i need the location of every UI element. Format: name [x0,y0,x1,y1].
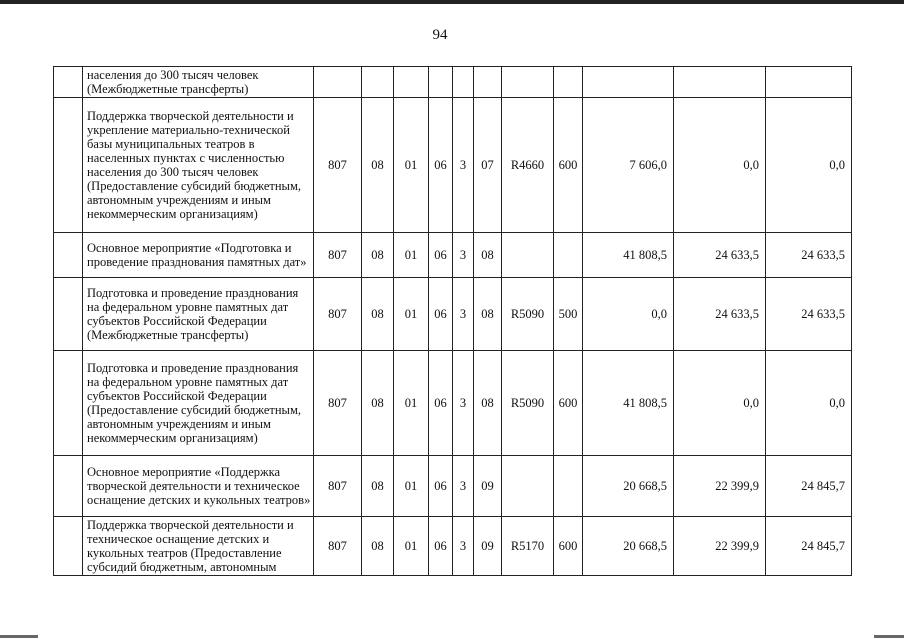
description-cell: населения до 300 тысяч человек (Межбюджетные трансферты) [83,67,314,98]
amount-year3-cell: 0,0 [766,98,852,233]
amount-year3-cell: 24 845,7 [766,456,852,517]
program-cell: 06 [429,98,453,233]
amount-year3-cell: 24 633,5 [766,278,852,351]
row-index-cell [54,351,83,456]
row-index-cell [54,67,83,98]
program-cell: 06 [429,517,453,576]
admin-code-cell [314,67,362,98]
admin-code-cell: 807 [314,456,362,517]
measure-cell: 08 [474,351,502,456]
subsection-cell: 01 [394,278,429,351]
amount-year3-cell: 24 845,7 [766,517,852,576]
amount-year3-cell: 24 633,5 [766,233,852,278]
subsection-cell: 01 [394,456,429,517]
row-index-cell [54,98,83,233]
admin-code-cell: 807 [314,278,362,351]
subsection-cell [394,67,429,98]
table-row [54,233,852,278]
subsection-cell: 01 [394,233,429,278]
program-cell [429,67,453,98]
bottom-scan-mark-right [874,635,904,638]
amount-year2-cell: 0,0 [674,351,766,456]
description-cell: Подготовка и проведение празднования на федеральном уровне памятных дат субъектов Российской Федерации (Межбюджетные трансферты) [83,278,314,351]
amount-year1-cell [583,67,674,98]
amount-year1-cell: 41 808,5 [583,351,674,456]
section-cell: 08 [362,517,394,576]
section-cell: 08 [362,278,394,351]
page-number: 94 [432,27,448,43]
subprogram-cell: 3 [453,98,474,233]
table-row [54,98,852,233]
direction-code-cell [502,233,554,278]
subprogram-cell: 3 [453,278,474,351]
expense-type-cell [554,67,583,98]
expense-type-cell: 500 [554,278,583,351]
subprogram-cell: 3 [453,351,474,456]
amount-year2-cell: 22 399,9 [674,517,766,576]
amount-year1-cell: 7 606,0 [583,98,674,233]
direction-code-cell [502,456,554,517]
expense-type-cell [554,233,583,278]
amount-year1-cell: 41 808,5 [583,233,674,278]
expense-type-cell: 600 [554,98,583,233]
measure-cell: 07 [474,98,502,233]
table-row [54,67,852,98]
admin-code-cell: 807 [314,233,362,278]
direction-code-cell [502,67,554,98]
section-cell: 08 [362,456,394,517]
description-cell: Основное мероприятие «Поддержка творческой деятельности и техническое оснащение детских и кукольных театров» [83,456,314,517]
amount-year3-cell [766,67,852,98]
amount-year2-cell: 0,0 [674,98,766,233]
table-row [54,456,852,517]
amount-year2-cell: 24 633,5 [674,278,766,351]
admin-code-cell: 807 [314,351,362,456]
amount-year1-cell: 20 668,5 [583,456,674,517]
budget-table [53,66,852,576]
amount-year1-cell: 0,0 [583,278,674,351]
bottom-scan-mark-left [0,635,38,638]
program-cell: 06 [429,233,453,278]
section-cell: 08 [362,351,394,456]
subsection-cell: 01 [394,98,429,233]
subsection-cell: 01 [394,351,429,456]
program-cell: 06 [429,351,453,456]
row-index-cell [54,517,83,576]
section-cell: 08 [362,98,394,233]
row-index-cell [54,456,83,517]
measure-cell [474,67,502,98]
table-row [54,517,852,576]
direction-code-cell: R5170 [502,517,554,576]
expense-type-cell: 600 [554,351,583,456]
admin-code-cell: 807 [314,517,362,576]
amount-year2-cell: 22 399,9 [674,456,766,517]
description-cell: Поддержка творческой деятельности и укрепление материально-технической базы муниципальных театров в населенных пунктах с численностью населения до 300 тысяч человек (Предоставление субсидий бюджетным, автономным учреждениям и иным некоммерческим организациям) [83,98,314,233]
subprogram-cell: 3 [453,456,474,517]
amount-year2-cell: 24 633,5 [674,233,766,278]
section-cell: 08 [362,233,394,278]
amount-year1-cell: 20 668,5 [583,517,674,576]
amount-year2-cell [674,67,766,98]
subprogram-cell: 3 [453,233,474,278]
direction-code-cell: R5090 [502,278,554,351]
measure-cell: 09 [474,517,502,576]
measure-cell: 08 [474,278,502,351]
section-cell [362,67,394,98]
measure-cell: 09 [474,456,502,517]
top-border-line [0,0,904,4]
description-cell: Подготовка и проведение празднования на федеральном уровне памятных дат субъектов Российской Федерации (Предоставление субсидий бюджетным, автономным учреждениям и иным некоммерческим организациям) [83,351,314,456]
direction-code-cell: R4660 [502,98,554,233]
measure-cell: 08 [474,233,502,278]
subsection-cell: 01 [394,517,429,576]
direction-code-cell: R5090 [502,351,554,456]
subprogram-cell: 3 [453,517,474,576]
subprogram-cell [453,67,474,98]
admin-code-cell: 807 [314,98,362,233]
amount-year3-cell: 0,0 [766,351,852,456]
table-row [54,278,852,351]
description-cell: Основное мероприятие «Подготовка и проведение празднования памятных дат» [83,233,314,278]
row-index-cell [54,278,83,351]
program-cell: 06 [429,456,453,517]
expense-type-cell [554,456,583,517]
program-cell: 06 [429,278,453,351]
row-index-cell [54,233,83,278]
table-row [54,351,852,456]
description-cell: Поддержка творческой деятельности и техническое оснащение детских и кукольных театров (Предоставление субсидий бюджетным, автономным [83,517,314,576]
expense-type-cell: 600 [554,517,583,576]
